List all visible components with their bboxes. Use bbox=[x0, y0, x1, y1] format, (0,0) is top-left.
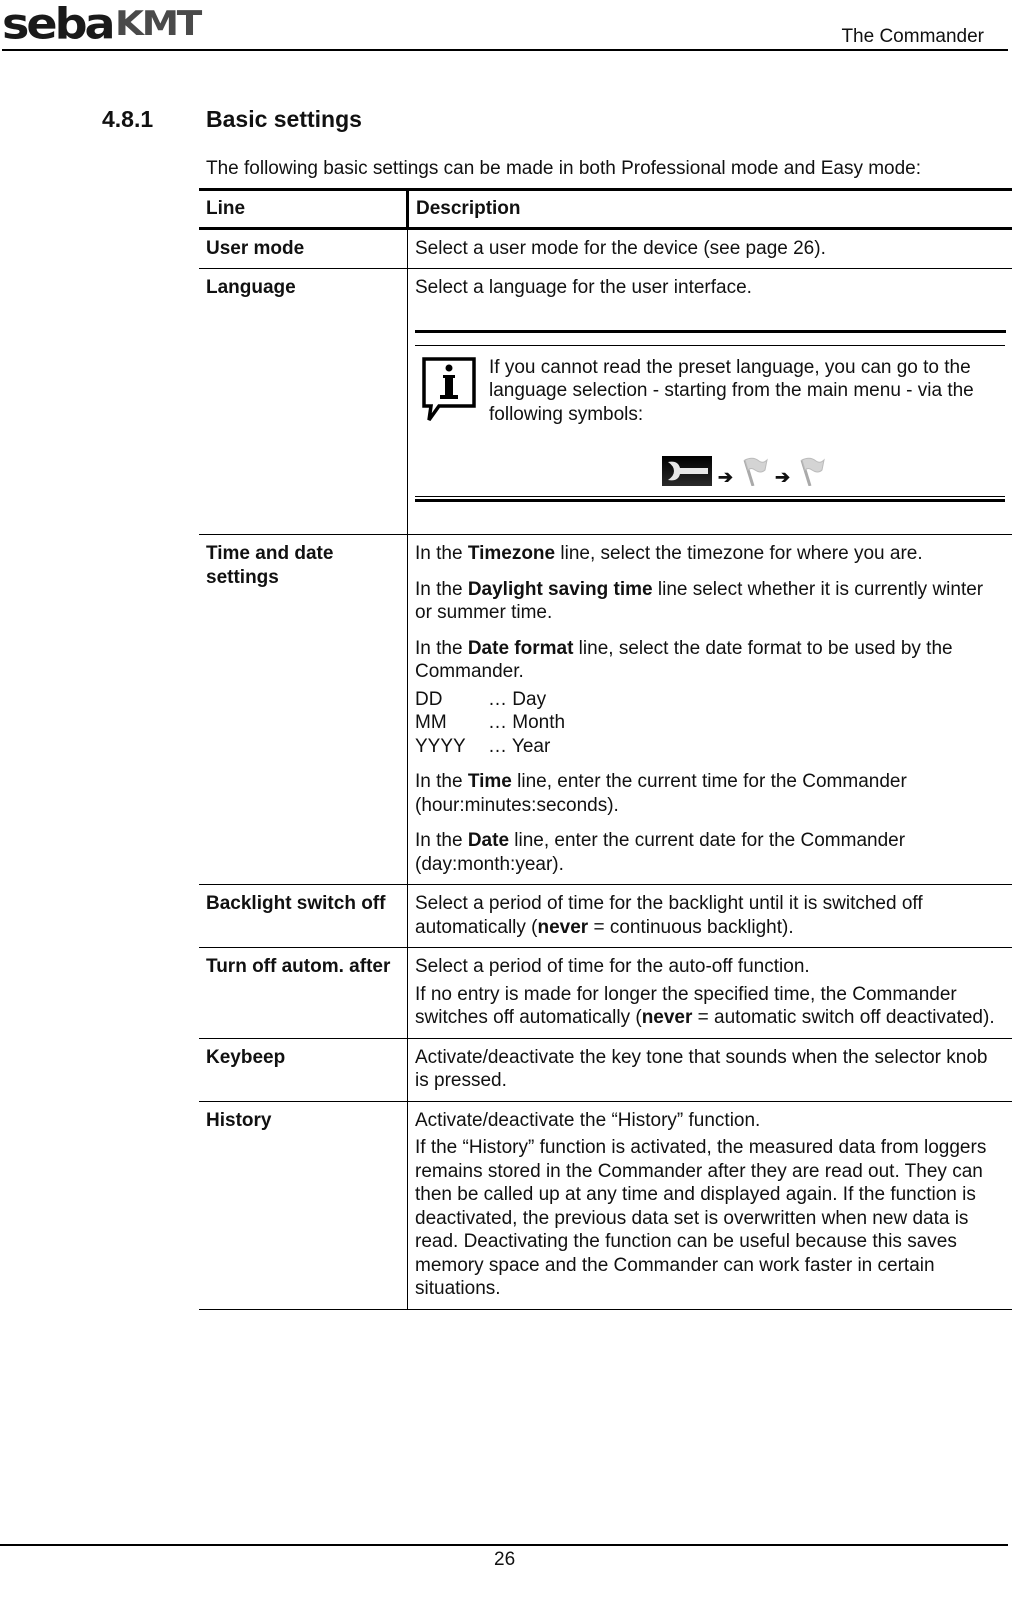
table-row-backlight bbox=[199, 885, 1012, 948]
page-header bbox=[0, 0, 1008, 52]
daylight-saving-paragraph: In the Daylight saving time line select whether it is currently winter or summer time. bbox=[415, 578, 984, 623]
row-description bbox=[408, 269, 1013, 535]
code: MM bbox=[415, 712, 447, 733]
header-divider bbox=[2, 49, 1008, 51]
history-detail: If the “History” function is activated, the measured data from loggers remains stored in the Commander after they are read out. They can then be called up at any time and displayed again. If the function is deactivated, the previous data set is overwritten when new data is read. Deactivating the function can be useful because this saves memory space and the Commander can work faster in certain situations. bbox=[415, 1137, 987, 1299]
logo-kmt: KMT bbox=[114, 4, 200, 44]
section-number: 4.8.1 bbox=[102, 106, 154, 132]
code-meaning: … Month bbox=[488, 712, 566, 733]
timezone-paragraph: In the Timezone line, select the timezone for where you are. bbox=[415, 543, 923, 564]
column-header-description: Description bbox=[408, 190, 1013, 229]
arrow-right-icon: ➔ bbox=[717, 467, 733, 487]
note-divider bbox=[415, 496, 1005, 502]
table-row-history bbox=[199, 1101, 1012, 1309]
row-label: History bbox=[199, 1101, 408, 1309]
row-description: Activate/deactivate the key tone that sounds when the selector knob is pressed. bbox=[408, 1038, 1013, 1101]
row-description bbox=[408, 948, 1013, 1039]
date-format-codes bbox=[415, 688, 1005, 759]
date-format-paragraph: In the Date format line, select the date format to be used by the Commander. bbox=[415, 637, 953, 682]
table-header-row bbox=[199, 190, 1012, 229]
time-paragraph: In the Time line, enter the current time for the Commander (hour:minutes:seconds). bbox=[415, 771, 907, 816]
sebakmt-logo bbox=[2, 0, 200, 49]
table-row-time-date bbox=[199, 535, 1012, 885]
row-description bbox=[408, 535, 1013, 885]
code: YYYY bbox=[415, 735, 466, 757]
table-row-user-mode bbox=[199, 228, 1012, 269]
date-paragraph: In the Date line, enter the current date for the Commander (day:month:year). bbox=[415, 830, 906, 875]
row-description: Select a user mode for the device (see page 26). bbox=[408, 228, 1013, 269]
auto-off-paragraph: Select a period of time for the auto-off function. bbox=[415, 956, 810, 977]
logo-seba: seba bbox=[2, 0, 113, 49]
row-label: User mode bbox=[199, 228, 408, 269]
row-label: Backlight switch off bbox=[199, 885, 408, 948]
info-note bbox=[415, 330, 1005, 503]
row-description bbox=[408, 1101, 1013, 1309]
wrench-icon bbox=[662, 456, 712, 486]
page-number: 26 bbox=[494, 1549, 516, 1570]
row-label: Time and date settings bbox=[199, 535, 408, 885]
flag-icon bbox=[739, 456, 769, 486]
column-header-line: Line bbox=[199, 190, 408, 229]
row-label: Language bbox=[199, 269, 408, 535]
row-description: Select a period of time for the backlight until it is switched off automatically (never = continuous backlight). bbox=[408, 885, 1013, 948]
row-label: Keybeep bbox=[199, 1038, 408, 1101]
table-row-language bbox=[199, 269, 1012, 535]
flag-icon bbox=[796, 456, 826, 486]
history-paragraph: Activate/deactivate the “History” function. bbox=[415, 1109, 761, 1131]
document-title: The Commander bbox=[841, 26, 984, 47]
table-row-turn-off bbox=[199, 948, 1012, 1039]
table-row-keybeep bbox=[199, 1038, 1012, 1101]
code-meaning: … Day bbox=[488, 688, 547, 710]
language-description: Select a language for the user interface. bbox=[415, 277, 752, 298]
footer-divider bbox=[0, 1544, 1008, 1546]
info-icon bbox=[421, 356, 477, 422]
auto-off-detail: If no entry is made for longer the specified time, the Commander switches off automatically (never = automatic switch off deactivated). bbox=[415, 983, 995, 1028]
code-meaning: … Year bbox=[488, 735, 551, 757]
intro-paragraph: The following basic settings can be made in both Professional mode and Easy mode: bbox=[206, 158, 922, 179]
note-text: If you cannot read the preset language, you can go to the language selection - starting from the main menu - via the following symbols: bbox=[489, 356, 974, 425]
row-label: Turn off autom. after bbox=[199, 948, 408, 1039]
code: DD bbox=[415, 688, 443, 710]
symbol-path bbox=[415, 456, 1005, 486]
arrow-right-icon: ➔ bbox=[775, 467, 791, 487]
basic-settings-table bbox=[199, 188, 1012, 1310]
section-title: Basic settings bbox=[206, 106, 362, 132]
